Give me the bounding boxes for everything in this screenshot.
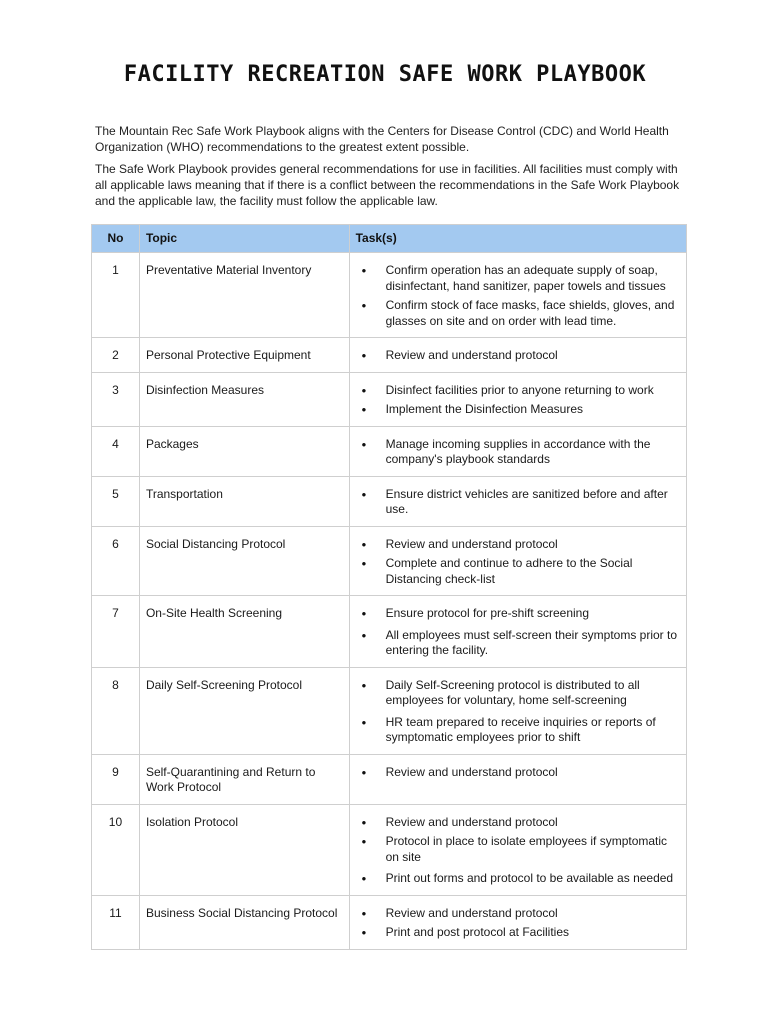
task-item: • Review and understand protocol	[360, 537, 678, 553]
task-item: • Complete and continue to adhere to the Social Distancing check-list	[360, 556, 678, 587]
task-item: • Daily Self-Screening protocol is distributed to all employees for voluntary, home self-screening	[360, 678, 678, 709]
row-tasks	[349, 895, 686, 949]
row-tasks	[349, 426, 686, 476]
task-item: • Print out forms and protocol to be available as needed	[360, 871, 678, 887]
task-item: • Review and understand protocol	[360, 906, 678, 922]
task-item: • Review and understand protocol	[360, 348, 678, 364]
row-tasks	[349, 526, 686, 596]
row-tasks	[349, 476, 686, 526]
row-tasks	[349, 338, 686, 373]
table-row	[92, 476, 687, 526]
table-row	[92, 596, 687, 668]
row-topic: Packages	[139, 426, 349, 476]
task-item: • Confirm operation has an adequate supply of soap, disinfectant, hand sanitizer, paper towels and tissues	[360, 263, 678, 294]
row-number: 5	[92, 476, 140, 526]
task-item: • Review and understand protocol	[360, 765, 678, 781]
row-tasks	[349, 667, 686, 754]
task-item: • Ensure protocol for pre-shift screening	[360, 606, 678, 622]
row-topic: Business Social Distancing Protocol	[139, 895, 349, 949]
row-number: 3	[92, 372, 140, 426]
table-row	[92, 667, 687, 754]
header-topic: Topic	[139, 225, 349, 253]
row-number: 2	[92, 338, 140, 373]
row-number: 4	[92, 426, 140, 476]
row-number: 1	[92, 253, 140, 338]
row-topic: Self-Quarantining and Return to Work Protocol	[139, 754, 349, 804]
task-item: • Confirm stock of face masks, face shields, gloves, and glasses on site and on order with lead time.	[360, 298, 678, 329]
row-topic: Social Distancing Protocol	[139, 526, 349, 596]
row-topic: On-Site Health Screening	[139, 596, 349, 668]
row-number: 11	[92, 895, 140, 949]
row-topic: Personal Protective Equipment	[139, 338, 349, 373]
table-row	[92, 426, 687, 476]
row-tasks	[349, 596, 686, 668]
task-item: • Implement the Disinfection Measures	[360, 402, 678, 418]
task-item: • Ensure district vehicles are sanitized before and after use.	[360, 487, 678, 518]
task-item: • Manage incoming supplies in accordance with the company's playbook standards	[360, 437, 678, 468]
task-item: • Protocol in place to isolate employees if symptomatic on site	[360, 834, 678, 865]
row-tasks	[349, 754, 686, 804]
table-row	[92, 754, 687, 804]
task-item: • HR team prepared to receive inquiries or reports of symptomatic employees prior to shift	[360, 715, 678, 746]
task-item: • Review and understand protocol	[360, 815, 678, 831]
table-row	[92, 372, 687, 426]
header-tasks: Task(s)	[349, 225, 686, 253]
row-topic: Isolation Protocol	[139, 804, 349, 895]
row-topic: Preventative Material Inventory	[139, 253, 349, 338]
row-topic: Disinfection Measures	[139, 372, 349, 426]
row-tasks	[349, 804, 686, 895]
table-row	[92, 253, 687, 338]
row-tasks	[349, 253, 686, 338]
task-item: • All employees must self-screen their symptoms prior to entering the facility.	[360, 628, 678, 659]
intro-paragraph-2: The Safe Work Playbook provides general recommendations for use in facilities. All facilities must comply with all applicable laws meaning that if there is a conflict between the recommendations in the Safe Work Playbook and the applicable law, the facility must follow the applicable law.	[95, 162, 680, 208]
page-title: FACILITY RECREATION SAFE WORK PLAYBOOK	[123, 62, 647, 87]
header-no: No	[92, 225, 140, 253]
row-number: 8	[92, 667, 140, 754]
table-row	[92, 526, 687, 596]
task-item: • Disinfect facilities prior to anyone returning to work	[360, 383, 678, 399]
row-number: 7	[92, 596, 140, 668]
row-number: 10	[92, 804, 140, 895]
table-row	[92, 895, 687, 949]
table-row	[92, 338, 687, 373]
row-number: 6	[92, 526, 140, 596]
table-row	[92, 804, 687, 895]
row-topic: Daily Self-Screening Protocol	[139, 667, 349, 754]
row-topic: Transportation	[139, 476, 349, 526]
intro-paragraph-1: The Mountain Rec Safe Work Playbook aligns with the Centers for Disease Control (CDC) and World Health Organization (WHO) recommendations to the greatest extent possible.	[95, 124, 669, 154]
playbook-table	[91, 224, 687, 950]
row-number: 9	[92, 754, 140, 804]
table-header-row	[92, 225, 687, 253]
task-item: • Print and post protocol at Facilities	[360, 925, 678, 941]
row-tasks	[349, 372, 686, 426]
